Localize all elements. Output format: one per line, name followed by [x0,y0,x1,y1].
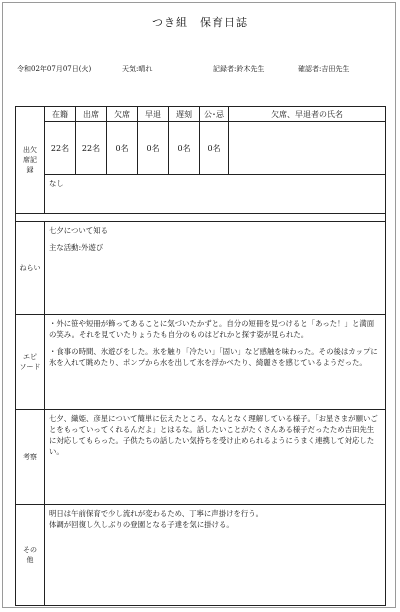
header-present: 出席 [76,107,107,122]
attendance-label [16,107,45,214]
attendance-label-text: 出欠 席記 録 [23,145,37,175]
value-official-mourning: 0名 [200,122,229,175]
aim-label: ねらい [16,222,45,315]
aim-line: 主な活動:外遊び [49,243,104,253]
header-enrolled: 在籍 [45,107,76,122]
other-row [16,505,386,606]
other-content [45,505,386,606]
episode-paragraph: ・外に笹や短冊が飾ってあることに気づいたかずと。自分の短冊を見つけると「あった！」と満面の笑み。それを見ていたりょうたも自分のものはどれかと探す姿が見られた。 [49,319,375,340]
episode-content [45,315,386,410]
header-official-mourning: 公･忌 [200,107,229,122]
aim-content [45,222,386,315]
value-early-leave: 0名 [138,122,169,175]
date-field: 令和02年07月07日(火) [17,65,92,73]
header-early-leave: 早退 [138,107,169,122]
reflection-content: 七夕、織姫、彦星について簡単に伝えたところ、なんとなく理解している様子。「お星さまが願いごとをもっていってくれるんだよ」とはるな。話したいことがたくさんある様子だったため吉田先生に対応してもらった。子供たちの話したい気持ちを受け止められるようにうまく連携して対応したい。 [45,410,386,505]
page-title: つき組 保育日誌 [152,16,248,29]
episode-label [16,315,45,410]
recorder-field: 記録者:鈴木先生 [213,65,265,73]
value-absentee-names [229,122,386,175]
value-present: 22名 [76,122,107,175]
journal-table [15,106,386,606]
reflection-row [16,410,386,505]
other-label-text: その 他 [23,545,37,564]
aim-line: 七夕について知る [49,226,108,235]
absentee-note: なし [45,175,386,214]
aim-row [16,222,386,315]
episode-row [16,315,386,410]
attendance-values-row [16,122,386,175]
attendance-note-row [16,175,386,214]
other-label [16,505,45,606]
value-absent: 0名 [107,122,138,175]
header-absent: 欠席 [107,107,138,122]
other-line: 体調が回復し久しぶりの登園となる子達を気に掛ける。 [49,520,234,530]
value-enrolled: 22名 [45,122,76,175]
weather-field: 天気:晴れ [122,65,153,73]
checker-field: 確認者:吉田先生 [298,65,350,73]
attendance-header-row [16,107,386,122]
header-absentee-names: 欠席、早退者の氏名 [229,107,386,122]
other-line: 明日は午前保育で少し流れが変わるため、丁寧に声掛けを行う。 [49,509,264,518]
header-late: 遅刻 [169,107,200,122]
value-late: 0名 [169,122,200,175]
episode-label-text: エピ ソード [19,352,41,371]
reflection-label: 考察 [16,410,45,505]
episode-paragraph: ・食事の時間、氷遊びをした。氷を触り「冷たい」「固い」など感触を味わった。その後はカップに氷を入れて眺めたり、ポンプから水を出して氷を浮かべたり、綺麗さを感じているようだった。 [49,347,378,368]
